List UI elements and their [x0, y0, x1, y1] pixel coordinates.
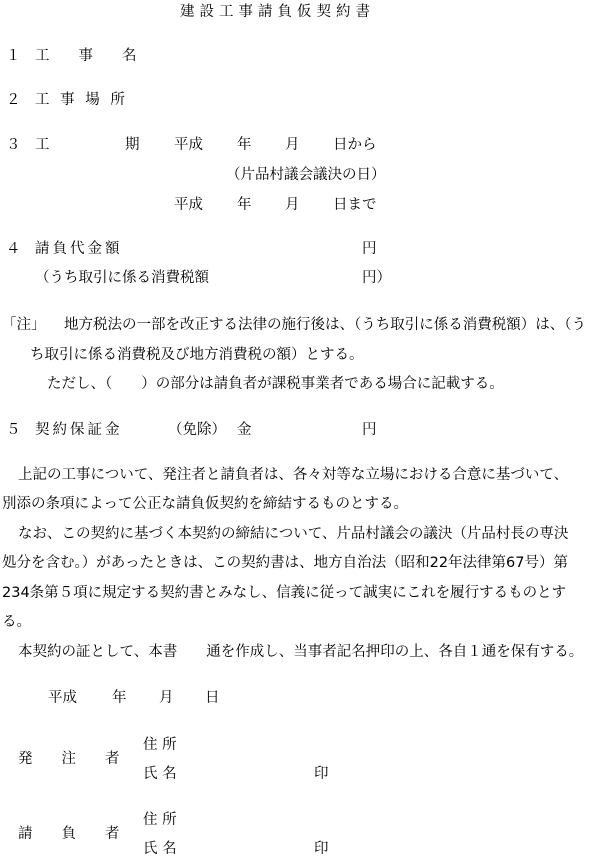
item-4-number: ４	[6, 241, 21, 257]
item-3-number: ３	[6, 137, 21, 153]
item-5-unit: 円	[362, 422, 377, 438]
contractor-label: 請 負 者	[18, 826, 120, 842]
orderer-address-label: 住 所	[143, 737, 177, 753]
item-4-label: 請負代金額	[35, 241, 123, 257]
item-1-number: １	[6, 48, 21, 64]
date-month: 月	[159, 690, 174, 706]
note-line-2: ち取引に係る消費税及び地方消費税の額）とする。	[30, 347, 364, 363]
contractor-address-label: 住 所	[143, 812, 177, 828]
item-3-to-era: 平成	[174, 197, 203, 213]
item-3-label-b: 期	[125, 137, 140, 153]
item-5-kin: 金	[237, 422, 252, 438]
body-paragraph-1-line-1: 上記の工事について、発注者と請負者は、各々対等な立場における合意に基づいて、	[18, 467, 569, 483]
item-3-from-day: 日から	[333, 137, 377, 153]
body-paragraph-2-line-2: 処分を含む。）があったときは、この契約書は、地方自治法（昭和22年法律第67号）第	[2, 555, 569, 571]
contractor-name-label: 氏 名	[143, 841, 177, 857]
item-4-sub-unit: 円）	[362, 270, 391, 286]
item-3-to-day: 日まで	[333, 197, 377, 213]
document-title: 建設工事請負仮契約書	[180, 4, 375, 20]
note-line-3: ただし、（ ）の部分は請負者が課税事業者である場合に記載する。	[47, 376, 504, 392]
item-3-from-year: 年	[237, 137, 252, 153]
date-year: 年	[112, 690, 127, 706]
item-5-label: 契約保証金	[35, 422, 123, 438]
item-2-label: 工 事 場 所	[35, 92, 128, 108]
item-3-label-a: 工	[35, 137, 50, 153]
date-era: 平成	[48, 690, 77, 706]
body-paragraph-1-line-2: 別添の条項によって公正な請負仮契約を締結するものとする。	[2, 496, 408, 512]
item-3-from-month: 月	[285, 137, 300, 153]
item-4-sub: （うち取引に係る消費税額	[35, 270, 209, 286]
orderer-label: 発 注 者	[18, 751, 120, 767]
item-5-exempt: （免除）	[168, 422, 226, 438]
body-paragraph-2-line-3: 234条第５項に規定する契約書とみなし、信義に従って誠実にこれを履行するものとす	[2, 585, 567, 601]
item-3-note: （片品村議会議決の日）	[226, 167, 386, 183]
body-paragraph-2-line-1: なお、この契約に基づく本契約の締結について、片品村議会の議決（片品村長の専決	[18, 526, 569, 542]
item-3-from-era: 平成	[174, 137, 203, 153]
contractor-seal: 印	[314, 841, 329, 857]
item-2-number: ２	[6, 92, 21, 108]
item-3-to-year: 年	[237, 197, 252, 213]
orderer-name-label: 氏 名	[143, 766, 177, 782]
note-tag: 「注」	[2, 317, 46, 333]
date-day: 日	[205, 690, 220, 706]
body-paragraph-3: 本契約の証として、本書 通を作成し、当事者記名押印の上、各自１通を保有する。	[18, 644, 584, 660]
item-4-unit: 円	[362, 241, 377, 257]
body-paragraph-2-line-4: る。	[2, 614, 31, 630]
item-5-number: ５	[6, 422, 21, 438]
note-line-1: 地方税法の一部を改正する法律の施行後は、（うち取引に係る消費税額）は、（う	[64, 317, 586, 333]
orderer-seal: 印	[314, 766, 329, 782]
item-1-label: 工 事 名	[35, 48, 137, 64]
item-3-to-month: 月	[285, 197, 300, 213]
